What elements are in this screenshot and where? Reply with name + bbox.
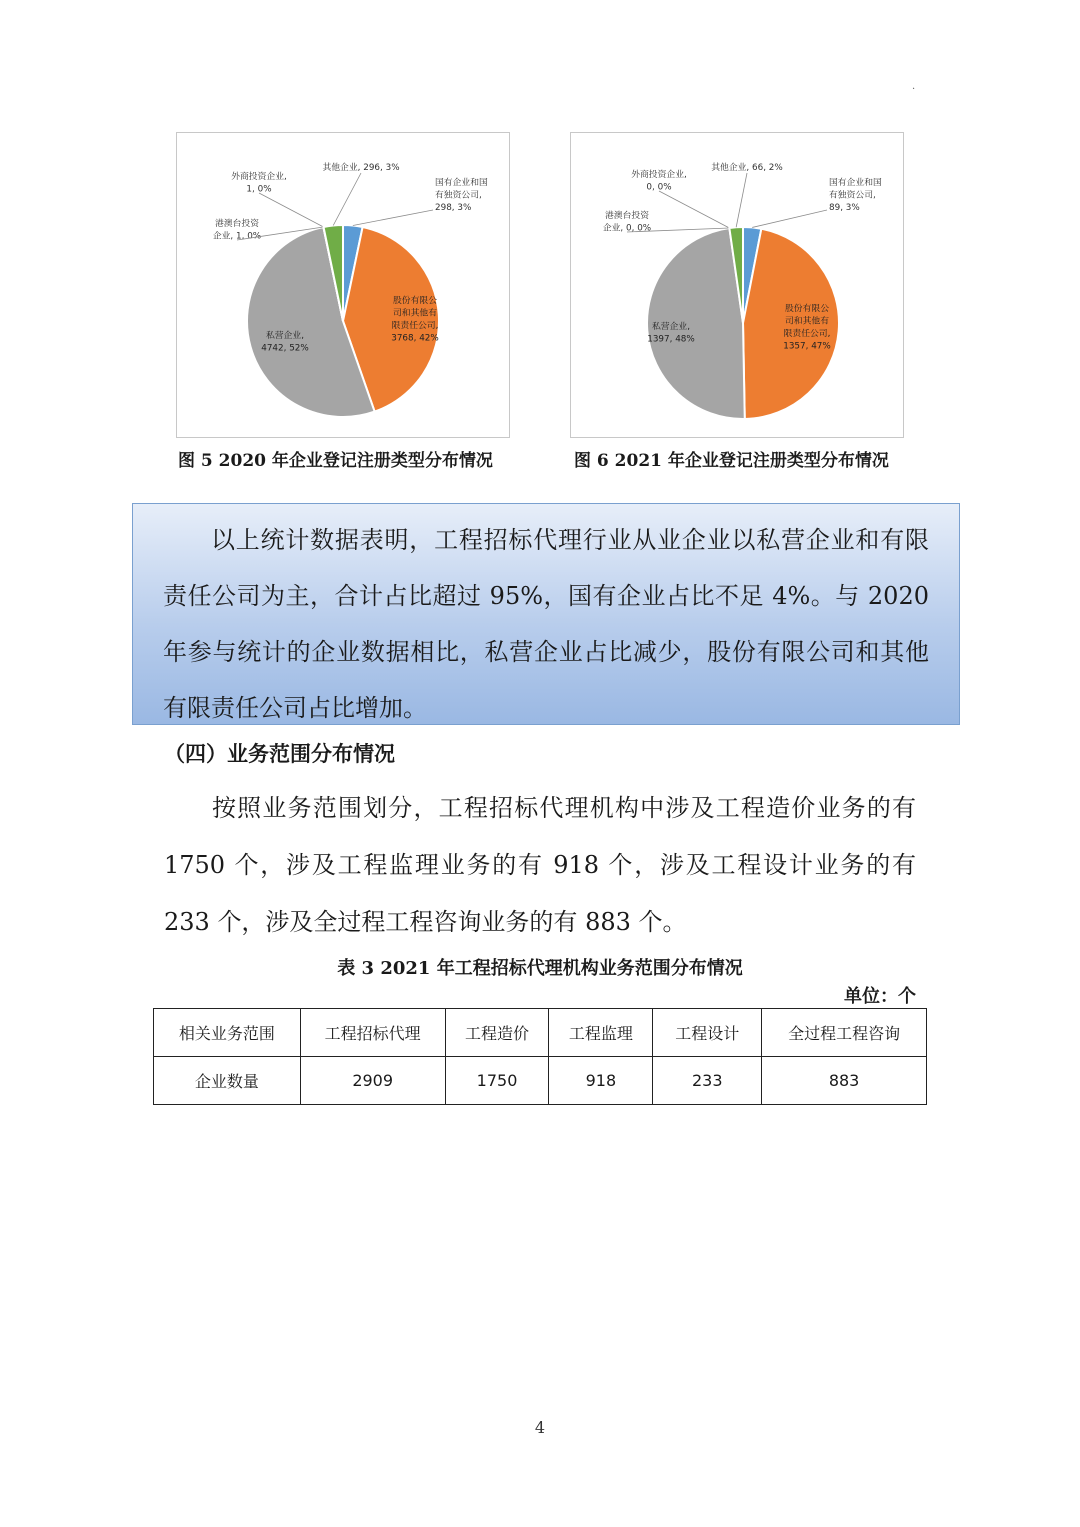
pie-leader-line bbox=[333, 173, 361, 226]
section-heading: （四）业务范围分布情况 bbox=[164, 742, 395, 766]
pie-label-text: 其他企业, 66, 2% bbox=[711, 163, 783, 173]
business-scope-paragraph: 按照业务范围划分，工程招标代理机构中涉及工程造价业务的有 1750 个，涉及工程监理业务的有 918 个，涉及工程设计业务的有 233 个，涉及全过程工程咨询业务的有 883 个。 bbox=[164, 794, 916, 936]
table-cell: 883 bbox=[762, 1057, 927, 1105]
pie-label-text: 4742, 52% bbox=[261, 343, 309, 354]
pie-label-text: 私营企业, bbox=[266, 331, 304, 341]
pie-data-label bbox=[435, 176, 488, 213]
pie-label-text: 股份有限公 bbox=[393, 296, 437, 306]
summary-highlight-box bbox=[132, 503, 960, 725]
pie-data-label bbox=[231, 170, 287, 195]
pie-label-text: 限责任公司, bbox=[391, 321, 439, 331]
pie-label-text: 1, 0% bbox=[246, 184, 272, 195]
pie-label-text: 有独资公司, bbox=[435, 190, 482, 201]
pie-data-label bbox=[829, 176, 882, 213]
page-number: 4 bbox=[534, 1418, 546, 1437]
pie-chart-2021 bbox=[570, 132, 904, 438]
pie-label-text: 有独资公司, bbox=[829, 190, 876, 201]
table-row bbox=[154, 1057, 927, 1105]
table-cell: 企业数量 bbox=[154, 1057, 301, 1105]
pie-label-text: 国有企业和国 bbox=[829, 178, 882, 188]
pie-leader-line bbox=[259, 193, 323, 227]
table-cell: 233 bbox=[653, 1057, 762, 1105]
summary-paragraph: 以上统计数据表明，工程招标代理行业从业企业以私营企业和有限责任公司为主，合计占比超过 95%，国有企业占比不足 4%。与 2020 年参与统计的企业数据相比，私营企业占比减少，股份有限公司和其他有限责任公司占比增加。 bbox=[163, 526, 929, 722]
pie-label-text: 国有企业和国 bbox=[435, 178, 488, 188]
pie-leader-line bbox=[752, 210, 827, 227]
pie-label-text: 司和其他有 bbox=[785, 316, 829, 327]
table-header-cell: 工程造价 bbox=[445, 1009, 549, 1057]
pie-data-label bbox=[711, 161, 783, 173]
pie-label-text: 1397, 48% bbox=[647, 334, 695, 345]
table-cell: 1750 bbox=[445, 1057, 549, 1105]
pie-label-text: 港澳台投资 bbox=[215, 219, 259, 229]
pie-label-text: 股份有限公 bbox=[785, 304, 829, 314]
pie-label-text: 298, 3% bbox=[435, 203, 472, 213]
corner-mark: · bbox=[912, 84, 916, 95]
table-cell: 2909 bbox=[300, 1057, 445, 1105]
pie-leader-line bbox=[353, 210, 433, 226]
pie-leader-line bbox=[659, 191, 729, 228]
business-scope-table bbox=[153, 1008, 927, 1105]
pie-leader-line bbox=[736, 173, 747, 227]
pie-label-text: 港澳台投资 bbox=[605, 211, 649, 221]
table-header-cell: 工程招标代理 bbox=[300, 1009, 445, 1057]
table-header-cell: 工程监理 bbox=[549, 1009, 653, 1057]
pie-label-text: 企业, 0, 0% bbox=[602, 223, 652, 234]
pie-label-text: 0, 0% bbox=[646, 182, 672, 193]
chart-caption-2021: 图 6 2021 年企业登记注册类型分布情况 bbox=[574, 451, 889, 471]
pie-data-label bbox=[322, 161, 399, 173]
pie-label-text: 外商投资企业, bbox=[231, 172, 287, 182]
table-header-row bbox=[154, 1009, 927, 1057]
table-cell: 918 bbox=[549, 1057, 653, 1105]
table-title: 表 3 2021 年工程招标代理机构业务范围分布情况 bbox=[337, 958, 743, 979]
pie-data-label bbox=[603, 209, 651, 234]
pie-label-text: 外商投资企业, bbox=[631, 170, 687, 180]
table-unit: 单位：个 bbox=[844, 986, 916, 1007]
pie-label-text: 限责任公司, bbox=[783, 329, 831, 339]
chart-caption-2020: 图 5 2020 年企业登记注册类型分布情况 bbox=[178, 451, 493, 471]
pie-label-text: 司和其他有 bbox=[393, 308, 437, 319]
pie-chart-2020 bbox=[176, 132, 510, 438]
pie-data-label bbox=[631, 168, 687, 193]
table-header-cell: 工程设计 bbox=[653, 1009, 762, 1057]
pie-label-text: 企业, 1, 0% bbox=[212, 231, 262, 242]
pie-label-text: 3768, 42% bbox=[391, 333, 439, 344]
pie-label-text: 私营企业, bbox=[652, 322, 690, 332]
table-header-cell: 全过程工程咨询 bbox=[762, 1009, 927, 1057]
pie-label-text: 1357, 47% bbox=[783, 341, 831, 352]
pie-label-text: 其他企业, 296, 3% bbox=[322, 163, 400, 173]
table-header-cell: 相关业务范围 bbox=[154, 1009, 301, 1057]
pie-label-text: 89, 3% bbox=[829, 203, 860, 213]
